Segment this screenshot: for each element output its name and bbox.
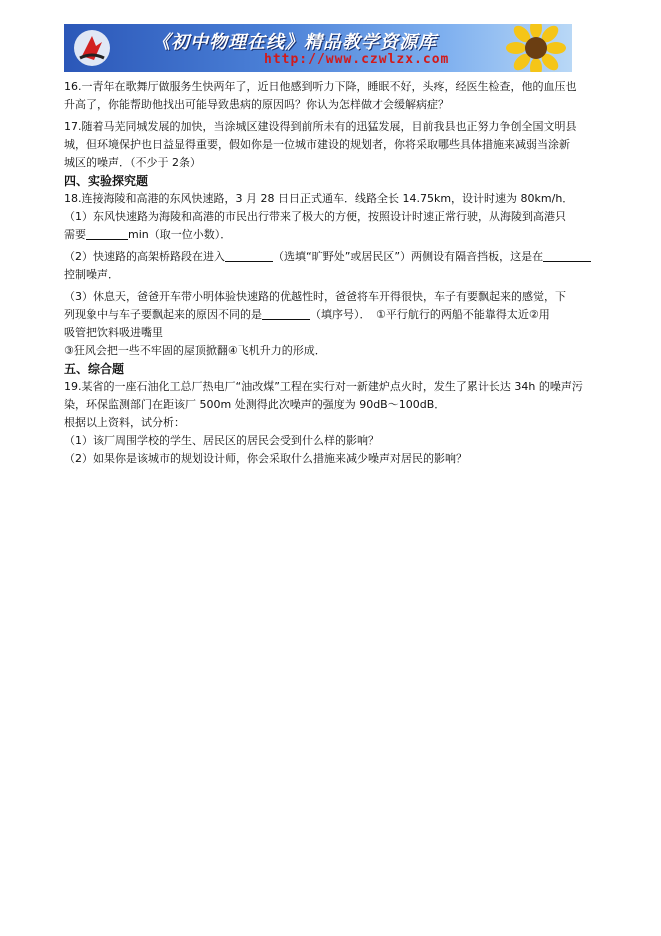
q18-part2-text-a: （2）快速路的高架桥路段在进入 <box>64 250 225 263</box>
q18-intro: 18.连接海陵和高港的东风快速路，3 月 28 日日正式通车．线路全长 14.75km，设计时速为 80km/h． <box>64 192 574 205</box>
document-body <box>64 78 602 468</box>
option-1: ①平行航行的两船不能靠得太近 <box>376 308 529 321</box>
q17-line2: 城，但环境保护也日益显得重要，假如你是一位城市建设的规划者，你将采取哪些具体措施来减弱当涂新 <box>64 138 570 151</box>
cartoon-logo-icon <box>72 28 112 68</box>
question-19 <box>64 378 602 468</box>
q17-line1: 17.随着马芜同城发展的加快，当涂城区建设得到前所未有的迅猛发展，目前我县也正努力争创全国文明县 <box>64 120 577 133</box>
q19-line1: 19.某省的一座石油化工总厂热电厂“油改煤”工程在实行对一新建炉点火时，发生了累计长达 34h 的噪声污 <box>64 380 583 393</box>
q18-part3-line2 <box>64 306 602 324</box>
q17-line3: 城区的噪声．（不少于 2条） <box>64 156 201 169</box>
sunflower-icon <box>506 24 566 72</box>
q18-part1-line2 <box>64 226 602 244</box>
section-4-heading: 四、实验探究题 <box>64 174 149 188</box>
q18-part3-line4 <box>64 342 602 360</box>
q18-part2-line2: 控制噪声． <box>64 268 119 281</box>
q18-part1-text-b: min（取一位小数）． <box>128 228 232 241</box>
q19-line3: 根据以上资料，试分析： <box>64 416 185 429</box>
q16-line1: 16.一青年在歌舞厅做服务生快两年了，近日他感到听力下降，睡眠不好，头疼，经医生检查，他的血压也 <box>64 80 577 93</box>
q18-part3-line1: （3）休息天，爸爸开车带小明体验快速路的优越性时，爸爸将车开得很快，车子有要飘起来的感觉，下 <box>64 290 566 303</box>
q18-part3-text-a: 列现象中与车子要飘起来的原因不同的是 <box>64 308 262 321</box>
q18-part1-text-a: 需要 <box>64 228 86 241</box>
answer-blank <box>225 249 273 262</box>
q18-part3-line3: 吸管把饮料吸进嘴里 <box>64 326 163 339</box>
q19-line2: 染，环保监测部门在距该厂 500m 处测得此次噪声的强度为 90dB～100dB． <box>64 398 446 411</box>
question-18 <box>64 190 602 360</box>
q19-part2: （2）如果你是该城市的规划设计师，你会采取什么措施来减少噪声对居民的影响？ <box>64 452 467 465</box>
q18-part2-line1 <box>64 248 602 266</box>
option-4: ④飞机升力的形成． <box>227 344 326 357</box>
answer-blank <box>86 227 128 240</box>
question-16 <box>64 78 602 114</box>
banner-url: http://www.czwlzx.com <box>264 52 450 67</box>
q18-part3-text-b: （填序号）． <box>310 308 376 321</box>
option-3: ③狂风会把一些不牢固的屋顶掀翻 <box>64 344 228 357</box>
answer-blank <box>262 307 310 320</box>
answer-blank <box>543 249 591 262</box>
option-2: ②用 <box>528 308 550 321</box>
section-5-heading: 五、综合题 <box>64 362 125 376</box>
q18-part2-text-b: （选填“旷野处”或居民区”）两侧设有隔音挡板，这是在 <box>273 250 544 263</box>
q19-part1: （1）该厂周围学校的学生、居民区的居民会受到什么样的影响？ <box>64 434 379 447</box>
q18-part1-line1: （1）东风快速路为海陵和高港的市民出行带来了极大的方便，按照设计时速正常行驶，从海陵到高港只 <box>64 210 566 223</box>
q16-line2: 升高了，你能帮助他找出可能导致患病的原因吗？你认为怎样做才会缓解病症？ <box>64 98 449 111</box>
header-banner <box>64 24 572 72</box>
banner-title: 《初中物理在线》精品教学资源库 <box>152 32 437 53</box>
question-17 <box>64 118 602 172</box>
